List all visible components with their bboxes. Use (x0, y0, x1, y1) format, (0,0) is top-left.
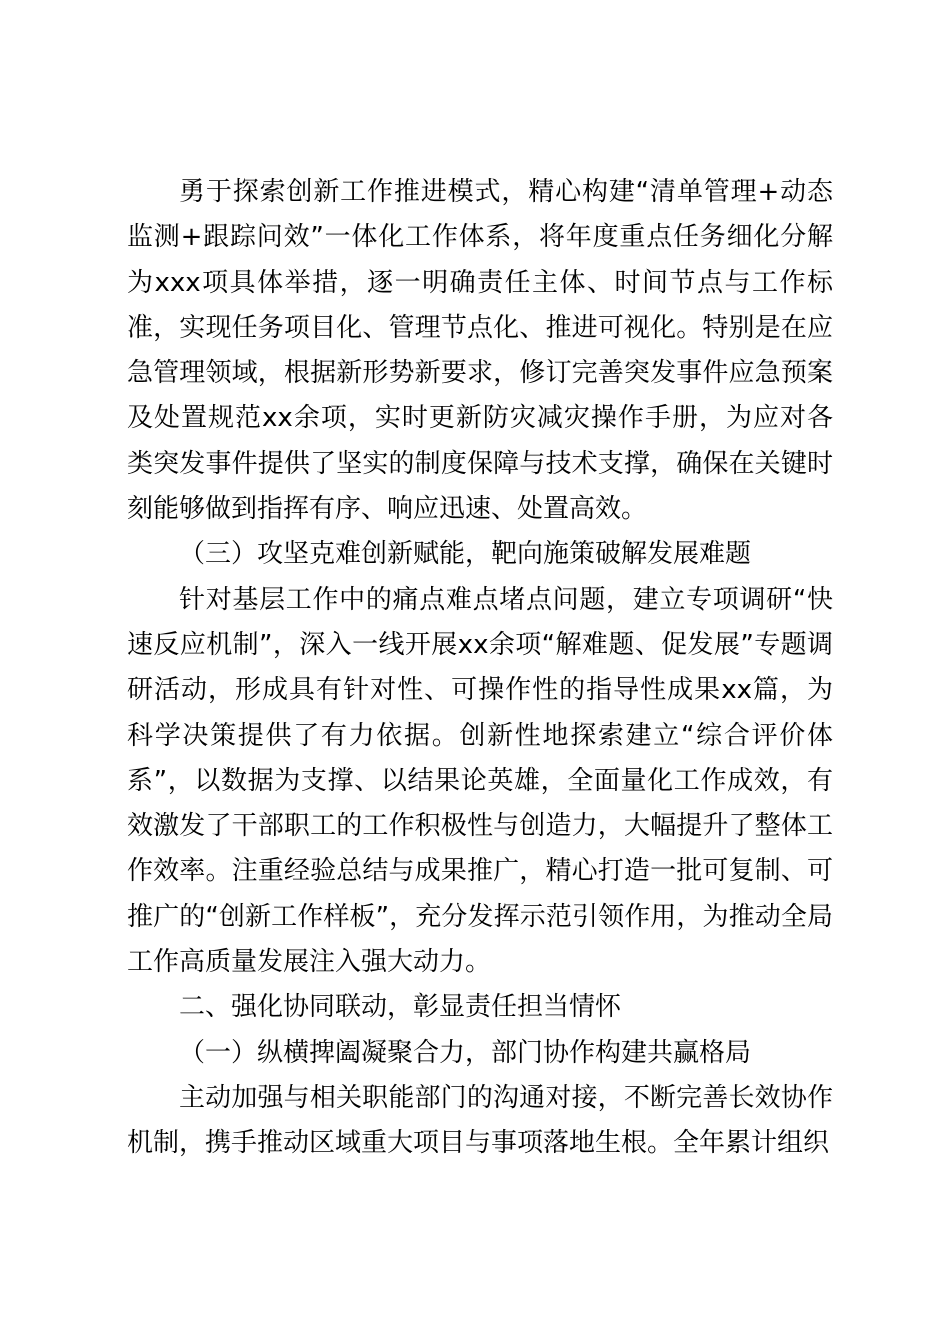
body-paragraph: 勇于探索创新工作推进模式，精心构建“清单管理+动态监测+跟踪问效”一体化工作体系，将年度重点任务细化分解为xxx项具体举措，逐一明确责任主体、时间节点与工作标准，实现任务项目化、管理节点化、推进可视化。特别是在应急管理领域，根据新形势新要求，修订完善突发事件应急预案及处置规范xx余项，实时更新防灾减灾操作手册，为应对各类突发事件提供了坚实的制度保障与技术支撑，确保在关键时刻能够做到指挥有序、响应迅速、处置高效。 (127, 177, 833, 525)
section-subheading: （三）攻坚克难创新赋能，靶向施策破解发展难题 (179, 539, 752, 570)
document-body (127, 170, 833, 1167)
section-subheading: （一）纵横捭阖凝聚合力，部门协作构建共赢格局 (179, 1037, 752, 1068)
body-paragraph: 主动加强与相关职能部门的沟通对接，不断完善长效协作机制，携手推动区域重大项目与事项落地生根。全年累计组织 (127, 1082, 833, 1159)
section-heading: 二、强化协同联动，彰显责任担当情怀 (179, 992, 622, 1023)
body-paragraph: 针对基层工作中的痛点难点堵点问题，建立专项调研“快速反应机制”，深入一线开展xx余项“解难题、促发展”专题调研活动，形成具有针对性、可操作性的指导性成果xx篇，为科学决策提供了有力依据。创新性地探索建立“综合评价体系”，以数据为支撑、以结果论英雄，全面量化工作成效，有效激发了干部职工的工作积极性与创造力，大幅提升了整体工作效率。注重经验总结与成果推广，精心打造一批可复制、可推广的“创新工作样板”，充分发挥示范引领作用，为推动全局工作高质量发展注入强大动力。 (127, 584, 833, 978)
